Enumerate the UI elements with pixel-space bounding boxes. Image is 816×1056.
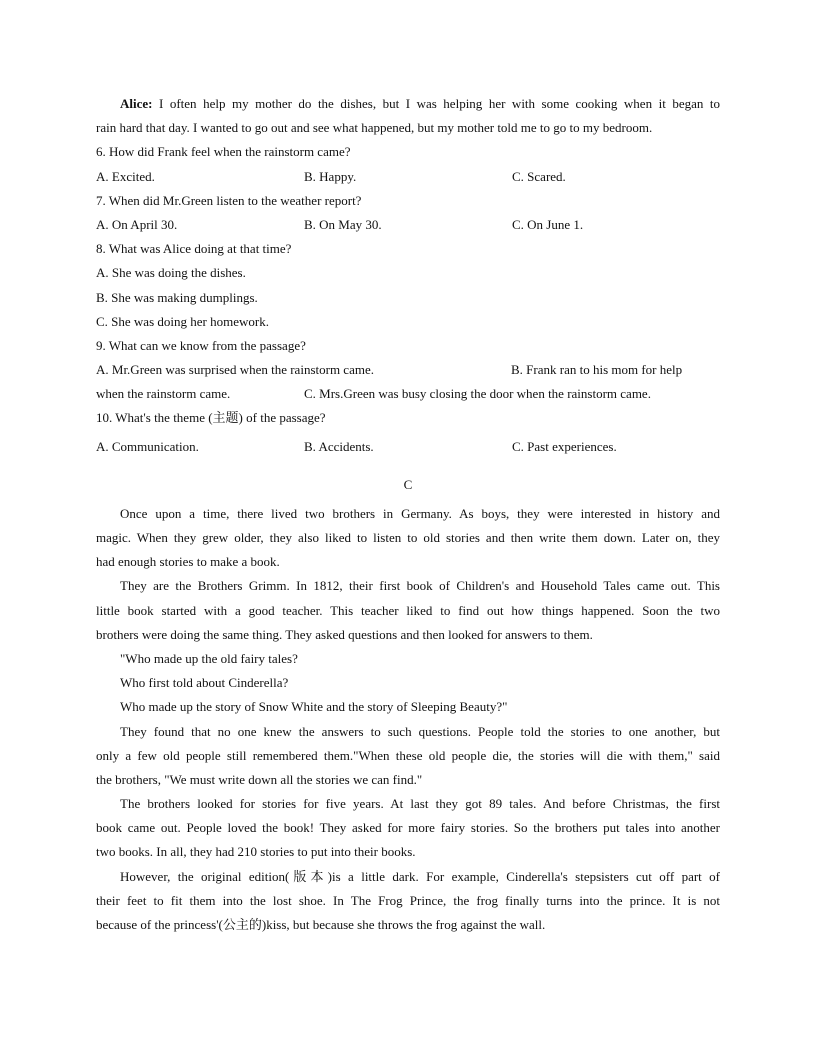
- question-8-option-c: C. She was doing her homework.: [96, 313, 269, 329]
- passage-line-10: They found that no one knew the answers to such questions. People told the stories to one another, but: [120, 723, 720, 739]
- speaker-name: Alice:: [120, 96, 153, 111]
- question-9-option-c: C. Mrs.Green was busy closing the door when the rainstorm came.: [304, 386, 651, 402]
- question-10-option-a: A. Communication.: [96, 438, 199, 454]
- passage-line-16: However, the original edition(版本)is a little dark. For example, Cinderella's stepsisters cut off part of: [120, 868, 720, 884]
- question-10-options: [96, 435, 720, 459]
- passage-line-6: brothers were doing the same thing. They asked questions and then looked for answers to them.: [96, 626, 593, 642]
- question-6-options: [96, 165, 720, 189]
- question-7-option-a: A. On April 30.: [96, 216, 178, 232]
- question-6-option-c: C. Scared.: [512, 168, 566, 184]
- question-6-option-b: B. Happy.: [304, 168, 357, 184]
- passage-line-4: They are the Brothers Grimm. In 1812, their first book of Children's and Household Tales came out. This: [120, 578, 720, 594]
- question-9-options-row-1: [96, 358, 720, 382]
- question-9-stem: 9. What can we know from the passage?: [96, 337, 306, 353]
- question-7-option-b: B. On May 30.: [304, 216, 382, 232]
- passage-line-15: two books. In all, they had 210 stories to put into their books.: [96, 844, 416, 860]
- passage-line-5: little book started with a good teacher. This teacher liked to find out how things happened. Soon the two: [96, 602, 720, 618]
- question-6-stem: 6. How did Frank feel when the rainstorm came?: [96, 144, 351, 160]
- question-10-stem: 10. What's the theme (主题) of the passage?: [96, 410, 326, 426]
- question-7-stem: 7. When did Mr.Green listen to the weather report?: [96, 192, 362, 208]
- dialogue-line-1: [96, 92, 720, 116]
- question-10-option-b: B. Accidents.: [304, 438, 374, 454]
- question-7-option-c: C. On June 1.: [512, 216, 584, 232]
- question-6-option-a: A. Excited.: [96, 168, 155, 184]
- passage-line-2: magic. When they grew older, they also liked to listen to old stories and then write them down. Later on, they: [96, 530, 720, 545]
- section-title-c: C: [403, 476, 413, 492]
- passage-line-8: Who first told about Cinderella?: [120, 675, 289, 691]
- passage-line-3: had enough stories to make a book.: [96, 554, 280, 570]
- passage-line-14: book came out. People loved the book! They asked for more fairy stories. So the brothers put tales into another: [96, 820, 720, 836]
- question-8-stem: 8. What was Alice doing at that time?: [96, 241, 292, 257]
- document-page: [96, 92, 720, 937]
- question-9-option-b: B. Frank ran to his mom for help: [511, 362, 683, 378]
- passage-line-17: their feet to fit them into the lost shoe. In The Frog Prince, the frog finally turns into the prince. It is not: [96, 892, 720, 908]
- passage-line-12: the brothers, "We must write down all the stories we can find.": [96, 771, 423, 787]
- question-8-option-b: B. She was making dumplings.: [96, 289, 258, 305]
- passage-line-11: only a few old people still remembered them."When these old people die, the stories will die with them," said: [96, 747, 720, 763]
- question-9-option-a: A. Mr.Green was surprised when the rainstorm came.: [96, 362, 374, 378]
- passage-line-18: because of the princess'(公主的)kiss, but because she throws the frog against the wall.: [96, 917, 546, 932]
- question-9-options-row-2: [96, 382, 720, 406]
- question-8-option-a: A. She was doing the dishes.: [96, 265, 246, 281]
- question-10-option-c: C. Past experiences.: [512, 438, 617, 454]
- passage-line-1: Once upon a time, there lived two brothers in Germany. As boys, they were interested in history and: [120, 505, 720, 521]
- passage-line-9: Who made up the story of Snow White and the story of Sleeping Beauty?": [120, 699, 508, 715]
- question-9-option-b-continued: when the rainstorm came.: [96, 386, 231, 402]
- passage-line-7: "Who made up the old fairy tales?: [120, 650, 298, 666]
- dialogue-line-2: rain hard that day. I wanted to go out and see what happened, but my mother told me to go to my bedroom.: [96, 120, 653, 136]
- question-7-options: [96, 213, 720, 237]
- dialogue-text-1: I often help my mother do the dishes, but I was helping her with some cooking when it began to: [159, 96, 720, 111]
- passage-line-13: The brothers looked for stories for five years. At last they got 89 tales. And before Christmas, the first: [120, 796, 720, 812]
